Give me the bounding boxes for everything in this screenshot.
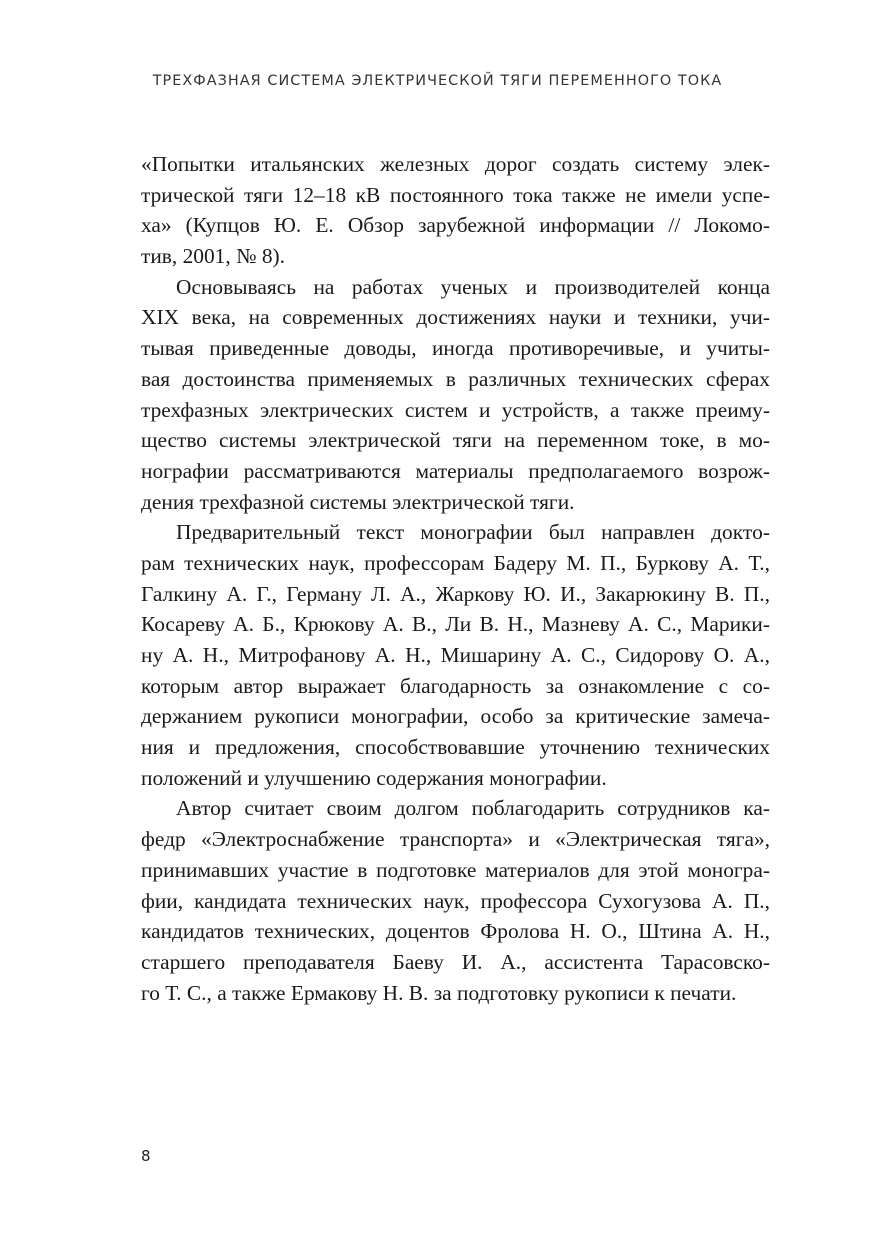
text-line: вая достоинства применяемых в различных технических сферах [141,366,770,391]
text-line: Галкину А. Г., Герману Л. А., Жаркову Ю. И., Закарюкину В. П., [141,581,770,606]
paragraph [141,517,770,793]
text-line: Основываясь на работах ученых и производителей конца [176,274,770,299]
text-line: фии, кандидата технических наук, профессора Сухогузова А. П., [141,888,770,913]
paragraph [141,149,770,272]
text-line: трехфазных электрических систем и устройств, а также преиму- [141,397,770,422]
text-line: дения трехфазной системы электрической тяги. [141,489,575,514]
text-line: тив, 2001, № 8). [141,244,285,269]
text-line: Предварительный текст монографии был направлен доктo- [176,520,770,545]
page-number: 8 [141,1147,151,1165]
text-line: трической тяги 12–18 кВ постоянного тока также не имели успе- [141,182,770,207]
text-line: XIX века, на современных достижениях науки и техники, учи- [141,305,770,330]
text-line: Косареву А. Б., Крюкову А. В., Ли В. Н., Мазневу А. С., Марики- [141,612,770,637]
text-line: ха» (Купцов Ю. Е. Обзор зарубежной информации // Локомо- [141,213,770,238]
paragraph [141,272,770,518]
text-line: принимавших участие в подготовке материалов для этой моногра- [141,857,770,882]
text-line: «Попытки итальянских железных дорог создать систему элек- [141,152,770,176]
text-line: го Т. С., а также Ермакову Н. В. за подготовку рукописи к печати. [141,980,737,1005]
text-line: рам технических наук, профессорам Бадеру М. П., Буркову А. Т., [141,550,770,575]
text-line: федр «Электроснабжение транспорта» и «Электрическая тяга», [141,827,770,852]
text-line: нографии рассматриваются материалы предполагаемого возрож- [141,458,770,483]
text-line: старшего преподавателя Баеву И. А., ассистента Тарасовско- [141,949,770,974]
text-line: положений и улучшению содержания монографии. [141,765,607,790]
text-line: щество системы электрической тяги на переменном токе, в мо- [141,428,770,453]
text-line: которым автор выражает благодарность за ознакомление с со- [141,673,770,698]
text-line: кандидатов технических, доцентов Фролова Н. О., Штина А. Н., [141,919,770,944]
text-line: Автор считает своим долгом поблагодарить сотрудников ка- [176,796,770,821]
text-line: ния и предложения, способствовавшие уточнению технических [141,735,770,760]
text-line: ну А. Н., Митрофанову А. Н., Мишарину А. С., Сидорову О. А., [141,643,770,667]
body-text [141,149,770,1008]
text-line: держанием рукописи монографии, особо за критические замеча- [141,704,770,729]
text-line: тывая приведенные доводы, иногда противоречивые, и учиты- [141,336,770,361]
paragraph [141,793,770,1008]
running-head: ТРЕХФАЗНАЯ СИСТЕМА ЭЛЕКТРИЧЕСКОЙ ТЯГИ ПЕРЕМЕННОГО ТОКА [152,73,723,89]
